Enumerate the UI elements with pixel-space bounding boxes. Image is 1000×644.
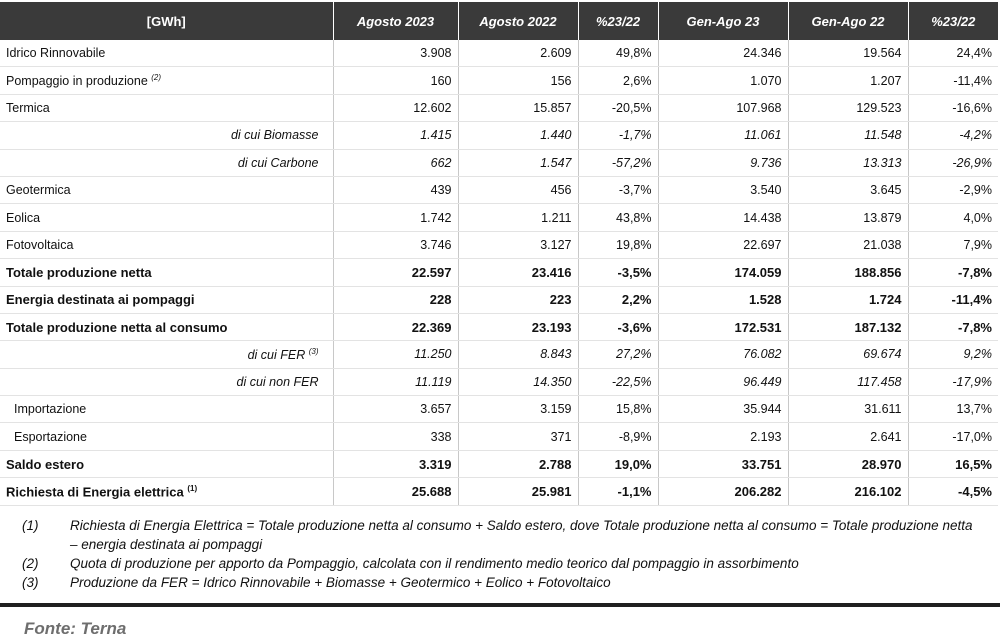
row-label — [0, 478, 333, 505]
table-cell: -4,2% — [908, 122, 998, 149]
table-cell: 76.082 — [658, 341, 788, 368]
table-cell: 16,5% — [908, 450, 998, 477]
table-cell: -17,0% — [908, 423, 998, 450]
source-label: Fonte: Terna — [24, 619, 127, 638]
table-row — [0, 204, 998, 231]
table-row — [0, 94, 998, 121]
table-cell: 3.657 — [333, 396, 458, 423]
table-row — [0, 286, 998, 313]
row-label-text: Saldo estero — [6, 456, 85, 472]
table-cell: -3,7% — [578, 176, 658, 203]
row-label-text: Totale produzione netta — [6, 264, 152, 280]
table-cell: 216.102 — [788, 478, 908, 505]
table-cell: 338 — [333, 423, 458, 450]
table-cell: 129.523 — [788, 94, 908, 121]
table-cell: 160 — [333, 67, 458, 94]
row-label — [0, 204, 333, 231]
table-row — [0, 149, 998, 176]
column-header: Gen-Ago 22 — [788, 2, 908, 40]
table-cell: 3.127 — [458, 231, 578, 258]
table-cell: 174.059 — [658, 259, 788, 286]
table-cell: 12.602 — [333, 94, 458, 121]
table-cell: 1.440 — [458, 122, 578, 149]
table-cell: 1.742 — [333, 204, 458, 231]
table-cell: -3,6% — [578, 313, 658, 340]
table-row — [0, 396, 998, 423]
row-label — [0, 149, 333, 176]
row-label-text: di cui non FER — [236, 374, 319, 389]
row-label-text: Totale produzione netta al consumo — [6, 319, 228, 335]
footnote-ref: (3) — [308, 346, 319, 356]
table-cell: -7,8% — [908, 259, 998, 286]
table-cell: 187.132 — [788, 313, 908, 340]
table-cell: 1.547 — [458, 149, 578, 176]
footnote-text: Richiesta di Energia Elettrica = Totale produzione netta al consumo + Saldo estero, dove Totale produzione netta al consumo = Totale produzione netta – energia destinata ai pompaggi — [70, 518, 973, 552]
table-cell: 25.688 — [333, 478, 458, 505]
table-cell: 14.350 — [458, 368, 578, 395]
table-cell: 13.313 — [788, 149, 908, 176]
table-cell: 14.438 — [658, 204, 788, 231]
table-cell: 1.207 — [788, 67, 908, 94]
table-cell: 28.970 — [788, 450, 908, 477]
table-cell: 188.856 — [788, 259, 908, 286]
table-cell: 1.528 — [658, 286, 788, 313]
table-cell: 69.674 — [788, 341, 908, 368]
column-header: %23/22 — [908, 2, 998, 40]
table-cell: 24,4% — [908, 40, 998, 67]
table-row — [0, 231, 998, 258]
column-header: %23/22 — [578, 2, 658, 40]
table-cell: 371 — [458, 423, 578, 450]
table-cell: 96.449 — [658, 368, 788, 395]
table-cell: 21.038 — [788, 231, 908, 258]
table-cell: 27,2% — [578, 341, 658, 368]
table-cell: 1.070 — [658, 67, 788, 94]
table-cell: 4,0% — [908, 204, 998, 231]
table-cell: 172.531 — [658, 313, 788, 340]
table-row — [0, 122, 998, 149]
table-cell: -11,4% — [908, 286, 998, 313]
row-label — [0, 259, 333, 286]
table-cell: 23.416 — [458, 259, 578, 286]
table-cell: 11.061 — [658, 122, 788, 149]
table-cell: 22.697 — [658, 231, 788, 258]
table-cell: -17,9% — [908, 368, 998, 395]
footnote-marker: (1) — [22, 518, 39, 533]
table-cell: 19,8% — [578, 231, 658, 258]
table-row — [0, 67, 998, 94]
table-cell: 228 — [333, 286, 458, 313]
table-cell: 2.193 — [658, 423, 788, 450]
table-cell: 3.908 — [333, 40, 458, 67]
row-label — [0, 40, 333, 67]
row-label-text: Termica — [6, 100, 50, 115]
table-cell: 22.369 — [333, 313, 458, 340]
table-cell: 22.597 — [333, 259, 458, 286]
row-label — [0, 368, 333, 395]
table-cell: -1,1% — [578, 478, 658, 505]
table-row — [0, 176, 998, 203]
table-cell: 19,0% — [578, 450, 658, 477]
footnote-marker: (2) — [22, 556, 39, 571]
table-cell: 456 — [458, 176, 578, 203]
table-cell: 439 — [333, 176, 458, 203]
table-cell: 2.788 — [458, 450, 578, 477]
table-row — [0, 40, 998, 67]
row-label-text: Eolica — [6, 210, 41, 225]
table-cell: 43,8% — [578, 204, 658, 231]
table-cell: 3.540 — [658, 176, 788, 203]
row-label-text: Pompaggio in produzione — [6, 74, 148, 89]
row-label-text: Idrico Rinnovabile — [6, 46, 106, 61]
table-cell: 11.548 — [788, 122, 908, 149]
table-cell: 15.857 — [458, 94, 578, 121]
table-cell: 49,8% — [578, 40, 658, 67]
table-cell: 662 — [333, 149, 458, 176]
table-cell: -4,5% — [908, 478, 998, 505]
footnote-marker: (3) — [22, 575, 39, 590]
table-row — [0, 450, 998, 477]
column-header: Gen-Ago 23 — [658, 2, 788, 40]
footnote-text: Produzione da FER = Idrico Rinnovabile + Biomasse + Geotermico + Eolico + Fotovoltaico — [70, 575, 611, 590]
table-cell: -11,4% — [908, 67, 998, 94]
table-cell: 1.415 — [333, 122, 458, 149]
row-label-text: Importazione — [14, 402, 87, 417]
table-cell: 3.645 — [788, 176, 908, 203]
table-cell: -57,2% — [578, 149, 658, 176]
footnote-ref: (2) — [151, 73, 162, 82]
table-cell: -1,7% — [578, 122, 658, 149]
table-cell: 3.319 — [333, 450, 458, 477]
table-cell: 117.458 — [788, 368, 908, 395]
table-cell: 8.843 — [458, 341, 578, 368]
table-cell: -8,9% — [578, 423, 658, 450]
table-cell: 15,8% — [578, 396, 658, 423]
footnote — [22, 516, 982, 554]
table-cell: 11.119 — [333, 368, 458, 395]
table-cell: 9,2% — [908, 341, 998, 368]
row-label — [0, 396, 333, 423]
table-cell: 223 — [458, 286, 578, 313]
row-label — [0, 231, 333, 258]
table-cell: 1.211 — [458, 204, 578, 231]
table-cell: 2,2% — [578, 286, 658, 313]
row-label — [0, 423, 333, 450]
table-cell: 107.968 — [658, 94, 788, 121]
row-label-text: Energia destinata ai pompaggi — [6, 292, 195, 308]
table-row — [0, 368, 998, 395]
column-header: Agosto 2023 — [333, 2, 458, 40]
table-cell: 33.751 — [658, 450, 788, 477]
table-cell: -20,5% — [578, 94, 658, 121]
table-cell: 156 — [458, 67, 578, 94]
footnote-text: Quota di produzione per apporto da Pompaggio, calcolata con il rendimento medio teorico dal pompaggio in assorbimento — [70, 556, 799, 571]
table-cell: 2.641 — [788, 423, 908, 450]
footnote — [22, 554, 982, 573]
row-label — [0, 67, 333, 94]
divider — [0, 603, 1000, 607]
column-header: [GWh] — [0, 2, 333, 40]
table-cell: 25.981 — [458, 478, 578, 505]
row-label-text: di cui FER — [247, 348, 306, 363]
footnotes — [22, 516, 982, 592]
column-header: Agosto 2022 — [458, 2, 578, 40]
table-row — [0, 313, 998, 340]
table-cell: -2,9% — [908, 176, 998, 203]
footnote-ref: (1) — [187, 483, 198, 493]
table-cell: 19.564 — [788, 40, 908, 67]
table-row — [0, 478, 998, 505]
table-cell: -16,6% — [908, 94, 998, 121]
table-cell: 2.609 — [458, 40, 578, 67]
table-cell: 13,7% — [908, 396, 998, 423]
table-row — [0, 423, 998, 450]
row-label — [0, 122, 333, 149]
row-label — [0, 313, 333, 340]
table-cell: 9.736 — [658, 149, 788, 176]
table-cell: -22,5% — [578, 368, 658, 395]
table-cell: 2,6% — [578, 67, 658, 94]
table-cell: 13.879 — [788, 204, 908, 231]
table-cell: -7,8% — [908, 313, 998, 340]
row-label — [0, 286, 333, 313]
table-cell: 3.746 — [333, 231, 458, 258]
row-label-text: Geotermica — [6, 183, 71, 198]
table-cell: 7,9% — [908, 231, 998, 258]
table-cell: 35.944 — [658, 396, 788, 423]
row-label-text: di cui Carbone — [237, 155, 319, 170]
table-row — [0, 341, 998, 368]
table-cell: -26,9% — [908, 149, 998, 176]
footnote — [22, 573, 982, 592]
table-cell: 11.250 — [333, 341, 458, 368]
row-label-text: Esportazione — [14, 429, 87, 444]
table-cell: 1.724 — [788, 286, 908, 313]
row-label — [0, 341, 333, 368]
table-cell: 31.611 — [788, 396, 908, 423]
row-label-text: Fotovoltaica — [6, 237, 74, 252]
row-label-text: Richiesta di Energia elettrica — [6, 484, 184, 500]
table-cell: -3,5% — [578, 259, 658, 286]
row-label — [0, 450, 333, 477]
row-label — [0, 176, 333, 203]
table-cell: 24.346 — [658, 40, 788, 67]
row-label-text: di cui Biomasse — [230, 128, 319, 143]
energy-balance-table — [0, 2, 998, 506]
table-cell: 3.159 — [458, 396, 578, 423]
table-header-row — [0, 2, 998, 40]
row-label — [0, 94, 333, 121]
table-cell: 206.282 — [658, 478, 788, 505]
table-row — [0, 259, 998, 286]
table-cell: 23.193 — [458, 313, 578, 340]
